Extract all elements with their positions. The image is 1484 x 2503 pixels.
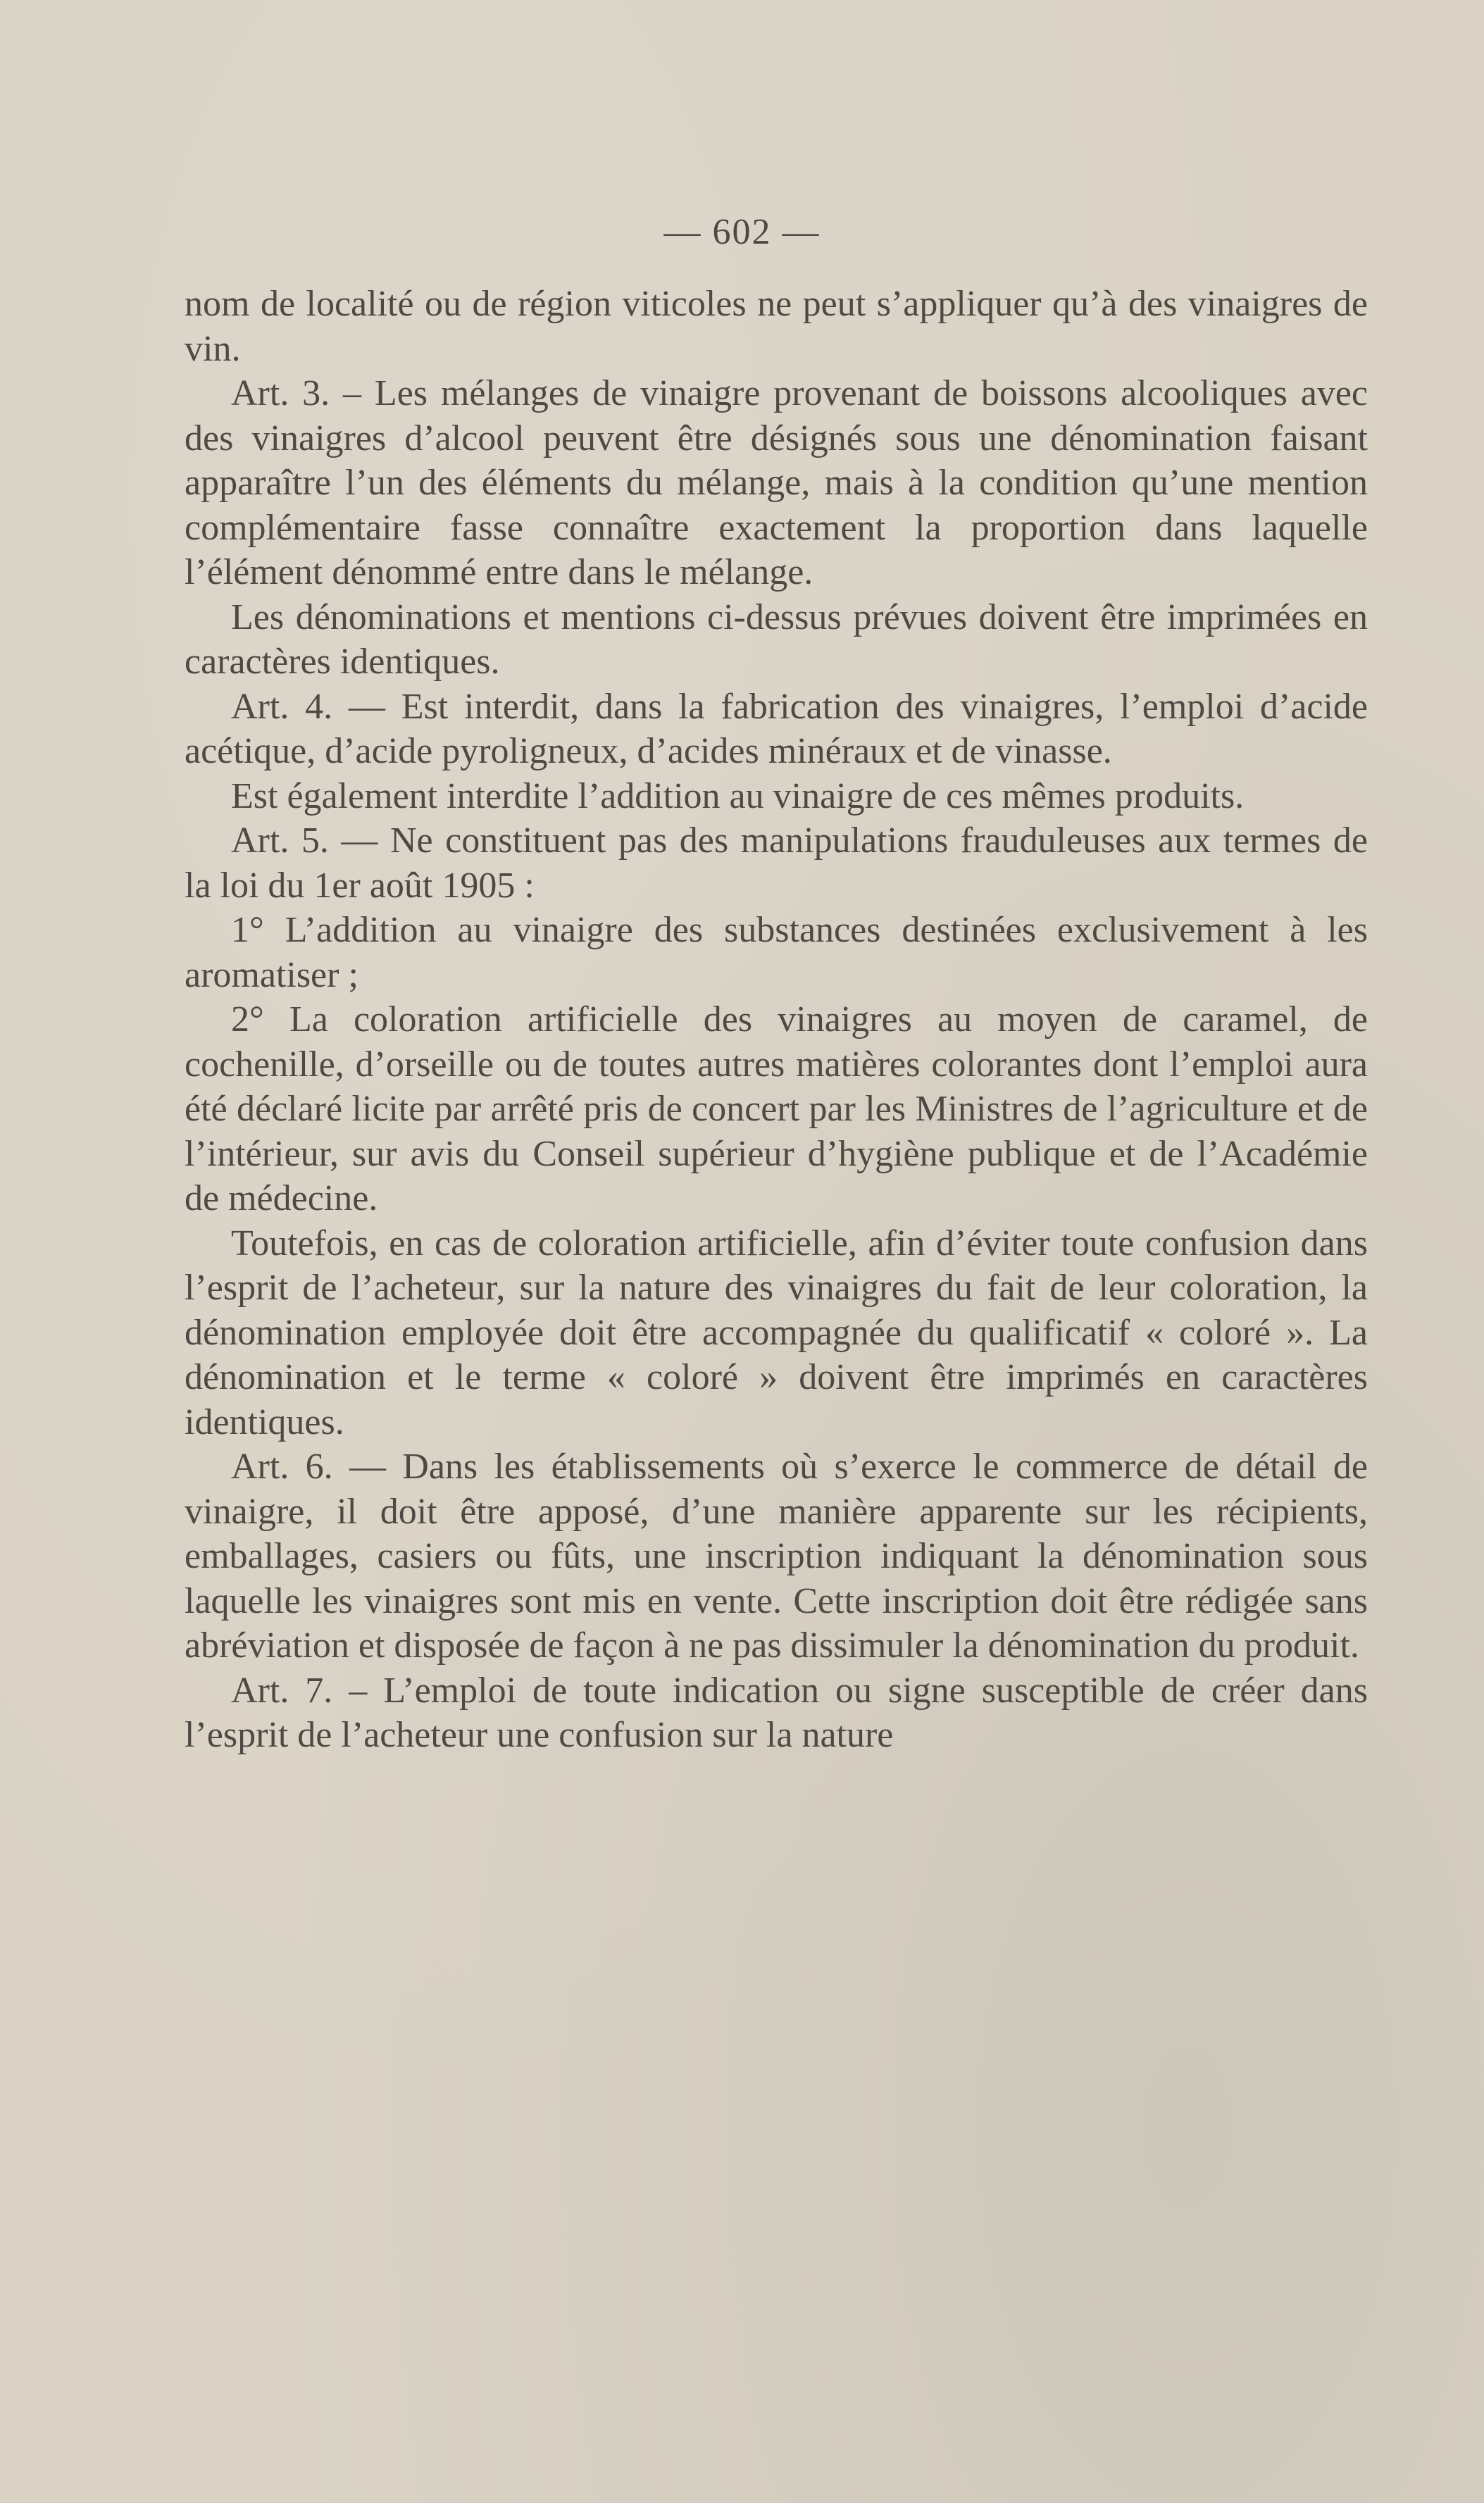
- paragraph: nom de localité ou de région viticoles ne peut s’appliquer qu’à des vinaigres de vin.: [185, 284, 1368, 369]
- paragraph: Les dénominations et mentions ci-dessus prévues doivent être imprimées en caractères identiques.: [185, 597, 1368, 682]
- paragraph-art-3: Art. 3. – Les mélanges de vinaigre provenant de boissons alcooliques avec des vinaigres d’alcool peuvent être désignés sous une dénomination faisant apparaître l’un des éléments du mélange, mais à la condition qu’une mention complémentaire fasse connaître exactement la proportion dans laquelle l’élément dénommé entre dans le mélange.: [185, 373, 1368, 592]
- page-number: — 602 —: [663, 212, 821, 252]
- list-item-1: 1° L’addition au vinaigre des substances destinées exclusivement à les aromatiser ;: [185, 910, 1368, 995]
- body-text: [185, 282, 1368, 1758]
- paragraph-art-6: Art. 6. — Dans les établissements où s’exerce le commerce de détail de vinaigre, il doit être apposé, d’une manière apparente sur les récipients, emballages, casiers ou fûts, une inscription indiquant la dénomination sous laquelle les vinaigres sont mis en vente. Cette inscription doit être rédigée sans abréviation et disposée de façon à ne pas dissimuler la dénomination du produit.: [185, 1447, 1368, 1666]
- paragraph-art-4: Art. 4. — Est interdit, dans la fabrication des vinaigres, l’emploi d’acide acétique, d’acide pyroligneux, d’acides minéraux et de vinasse.: [185, 686, 1368, 771]
- paragraph-art-7: Art. 7. – L’emploi de toute indication ou signe susceptible de créer dans l’esprit de l’acheteur une confusion sur la nature: [185, 1670, 1368, 1755]
- paragraph: Est également interdite l’addition au vinaigre de ces mêmes produits.: [231, 775, 1245, 816]
- list-item-2: 2° La coloration artificielle des vinaigres au moyen de caramel, de cochenille, d’orseille ou de toutes autres matières colorantes dont l’emploi aura été déclaré licite par arrêté pris de concert par les Ministres de l’agriculture et de l’intérieur, sur avis du Conseil supérieur d’hygiène publique et de l’Académie de médecine.: [185, 999, 1368, 1218]
- paragraph: Toutefois, en cas de coloration artificielle, afin d’éviter toute confusion dans l’esprit de l’acheteur, sur la nature des vinaigres du fait de leur coloration, la dénomination employée doit être accompagnée du qualificatif « coloré ». La dénomination et le terme « coloré » doivent être imprimés en caractères identiques.: [185, 1223, 1368, 1442]
- paragraph-art-5: Art. 5. — Ne constituent pas des manipulations frauduleuses aux termes de la loi du 1er août 1905 :: [185, 820, 1368, 906]
